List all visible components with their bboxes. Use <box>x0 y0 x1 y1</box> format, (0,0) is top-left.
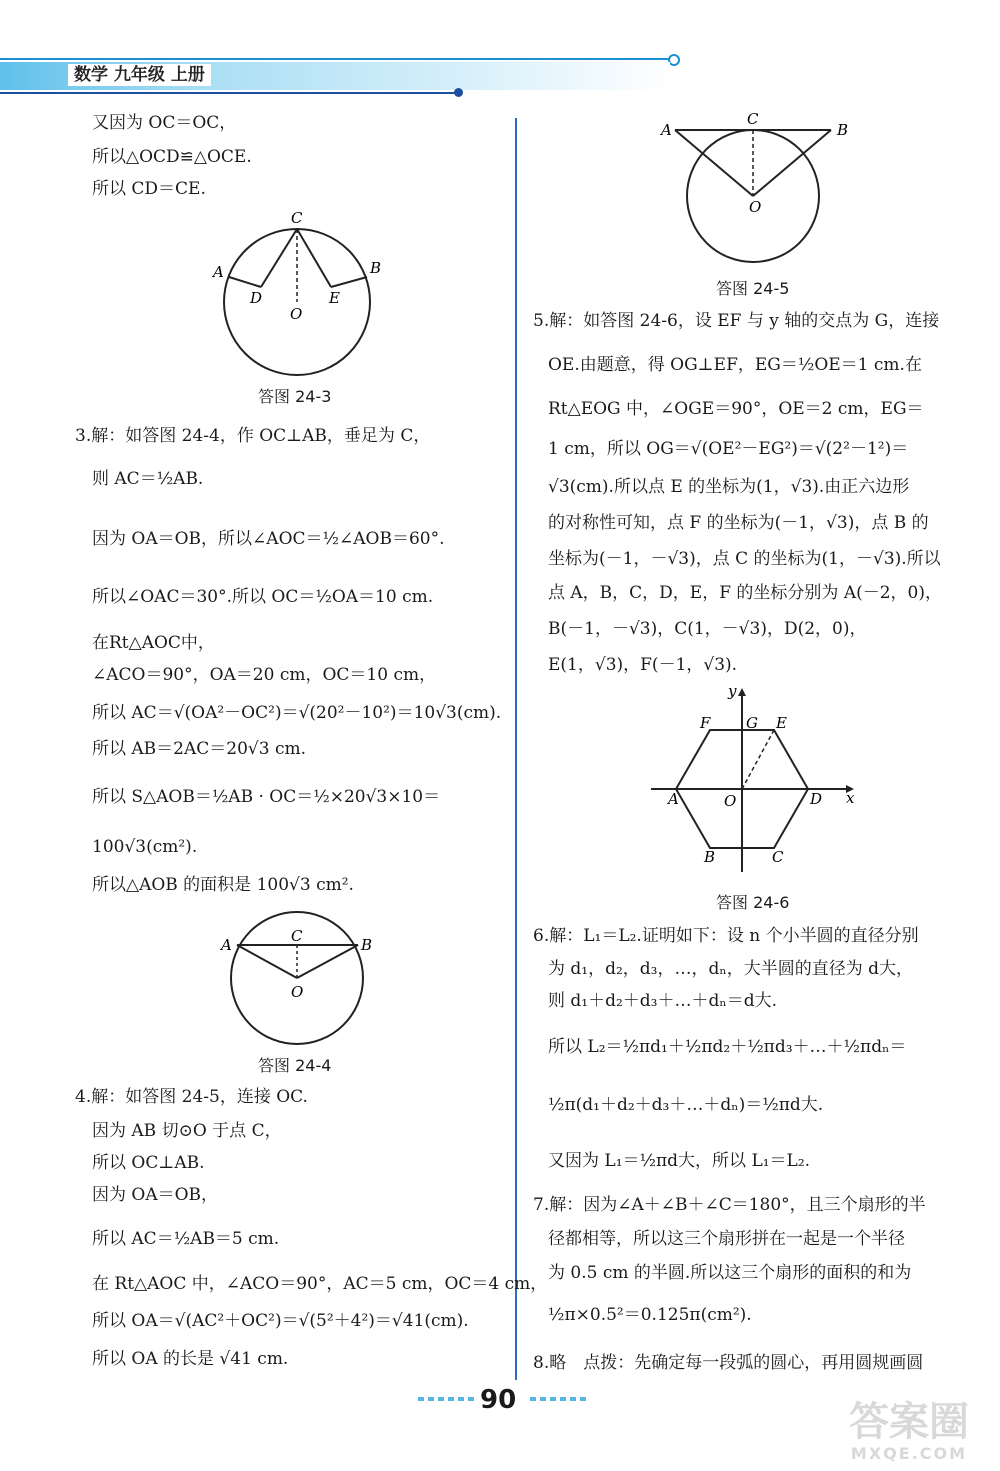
label-x: x <box>846 789 855 807</box>
text-line: 所以△OCD≌△OCE. <box>92 147 252 167</box>
text-line: 因为 OA＝OB， <box>92 1185 219 1205</box>
figure-caption: 答图 24-3 <box>258 387 332 406</box>
text-line: 所以 AC＝√(OA²－OC²)＝√(20²－10²)＝10√3(cm). <box>92 703 502 723</box>
label-A: A <box>661 121 672 139</box>
label-A: A <box>668 790 679 808</box>
label-D: D <box>810 790 823 808</box>
text-line: 点 A，B，C，D，E，F 的坐标分别为 A(－2，0)， <box>548 583 942 603</box>
label-C: C <box>291 927 303 945</box>
label-E: E <box>776 714 787 732</box>
label-E: E <box>329 289 340 307</box>
footer-decoration-left <box>418 1397 474 1401</box>
text-line: 的对称性可知，点 F 的坐标为(－1，√3)，点 B 的 <box>548 513 929 533</box>
label-B: B <box>837 121 849 139</box>
label-B: B <box>370 259 382 277</box>
figure-24-3 <box>205 205 385 385</box>
header-dot-icon <box>454 88 463 97</box>
text-line: 径都相等，所以这三个扇形拼在一起是一个半径 <box>548 1229 905 1249</box>
label-F: F <box>700 714 711 732</box>
label-B: B <box>361 936 373 954</box>
text-line: 所以 OA 的长是 √41 cm. <box>92 1349 289 1369</box>
figure-24-5 <box>655 108 855 293</box>
text-line: OE.由题意，得 OG⊥EF，EG＝½OE＝1 cm.在 <box>548 355 922 375</box>
figure-24-4 <box>215 905 380 1055</box>
label-C: C <box>747 110 759 128</box>
label-B: B <box>704 848 716 866</box>
label-C: C <box>291 209 303 227</box>
text-line: 100√3(cm²). <box>92 837 198 857</box>
text-line: 4.解：如答图 24-5，连接 OC. <box>75 1087 308 1107</box>
text-line: Rt△EOG 中，∠OGE＝90°，OE＝2 cm，EG＝ <box>548 399 924 419</box>
column-divider <box>515 118 517 1380</box>
text-line: 5.解：如答图 24-6，设 EF 与 y 轴的交点为 G，连接 <box>533 311 940 331</box>
text-line: 在 Rt△AOC 中，∠ACO＝90°，AC＝5 cm，OC＝4 cm， <box>92 1274 548 1294</box>
label-O: O <box>749 198 762 216</box>
text-line: 所以∠OAC＝30°.所以 OC＝½OA＝10 cm. <box>92 587 434 607</box>
header-top-line <box>0 58 672 60</box>
figure-24-6 <box>648 682 868 882</box>
watermark-url: MXQE.COM <box>850 1444 968 1463</box>
text-line: √3(cm).所以点 E 的坐标为(1，√3).由正六边形 <box>548 477 910 497</box>
footer-decoration-right <box>530 1397 586 1401</box>
header-bottom-line <box>0 92 458 94</box>
label-A: A <box>213 263 224 281</box>
figure-caption: 答图 24-6 <box>716 893 790 912</box>
text-line: 所以 OC⊥AB. <box>92 1153 205 1173</box>
text-line: B(－1，－√3)，C(1，－√3)，D(2，0)， <box>548 619 867 639</box>
page-number: 90 <box>480 1385 517 1415</box>
label-y: y <box>728 682 737 700</box>
text-line: 因为 OA＝OB，所以∠AOC＝½∠AOB＝60°. <box>92 529 445 549</box>
label-O: O <box>291 983 304 1001</box>
text-line: 所以 OA＝√(AC²＋OC²)＝√(5²＋4²)＝√41(cm). <box>92 1311 469 1331</box>
text-line: 所以 L₂＝½πd₁＋½πd₂＋½πd₃＋…＋½πdₙ＝ <box>548 1037 907 1057</box>
page-header-title: 数学 九年级 上册 <box>68 64 211 86</box>
label-A: A <box>221 936 232 954</box>
text-line: 则 d₁＋d₂＋d₃＋…＋dₙ＝d大. <box>548 991 778 1011</box>
watermark-logo <box>834 1400 984 1464</box>
figure-caption: 答图 24-4 <box>258 1056 332 1075</box>
watermark-text: 答案圈 <box>849 1399 969 1445</box>
label-G: G <box>746 714 758 732</box>
text-line: 所以 AC＝½AB＝5 cm. <box>92 1229 280 1249</box>
text-line: ∠ACO＝90°，OA＝20 cm，OC＝10 cm， <box>92 665 437 685</box>
label-O: O <box>290 305 303 323</box>
text-line: 7.解：因为∠A＋∠B＋∠C＝180°，且三个扇形的半 <box>533 1195 926 1215</box>
text-line: 所以 S△AOB＝½AB · OC＝½×20√3×10＝ <box>92 787 441 807</box>
text-line: 8.略 点拨：先确定每一段弧的圆心，再用圆规画圆 <box>533 1353 924 1373</box>
text-line: 因为 AB 切⊙O 于点 C， <box>92 1121 282 1141</box>
label-O: O <box>724 792 737 810</box>
label-C: C <box>772 848 784 866</box>
text-line: E(1，√3)，F(－1，√3). <box>548 655 738 675</box>
text-line: 又因为 L₁＝½πd大，所以 L₁＝L₂. <box>548 1151 811 1171</box>
text-line: 所以 CD＝CE. <box>92 179 206 199</box>
text-line: 3.解：如答图 24-4，作 OC⊥AB，垂足为 C， <box>75 426 431 446</box>
figure-caption: 答图 24-5 <box>716 279 790 298</box>
text-line: 1 cm，所以 OG＝√(OE²－EG²)＝√(2²－1²)＝ <box>548 439 909 459</box>
text-line: 在Rt△AOC中， <box>92 633 215 653</box>
text-line: 为 0.5 cm 的半圆.所以这三个扇形的面积的和为 <box>548 1263 912 1283</box>
text-line: 又因为 OC＝OC， <box>92 113 237 133</box>
text-line: 所以 AB＝2AC＝20√3 cm. <box>92 739 307 759</box>
text-line: ½π×0.5²＝0.125π(cm²). <box>548 1305 752 1325</box>
text-line: 坐标为(－1，－√3)，点 C 的坐标为(1，－√3).所以 <box>548 549 941 569</box>
text-line: 则 AC＝½AB. <box>92 469 204 489</box>
text-line: 6.解：L₁＝L₂.证明如下：设 n 个小半圆的直径分别 <box>533 926 919 946</box>
text-line: ½π(d₁＋d₂＋d₃＋…＋dₙ)＝½πd大. <box>548 1095 824 1115</box>
label-D: D <box>250 289 263 307</box>
text-line: 为 d₁，d₂，d₃，…，dₙ，大半圆的直径为 d大， <box>548 959 914 979</box>
text-line: 所以△AOB 的面积是 100√3 cm². <box>92 875 354 895</box>
